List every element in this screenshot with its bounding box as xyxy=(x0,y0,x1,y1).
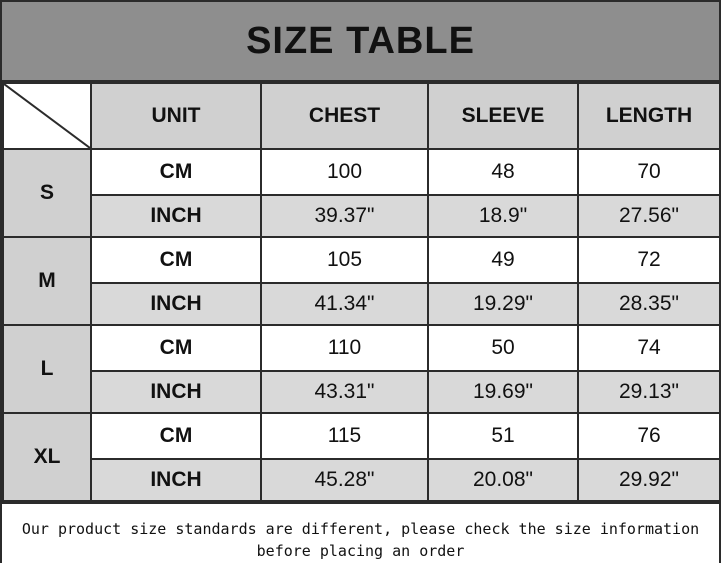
column-header-chest: CHEST xyxy=(261,83,428,149)
sleeve-value: 20.08" xyxy=(428,459,578,501)
chest-value: 105 xyxy=(261,237,428,283)
size-label-xl: XL xyxy=(3,413,91,501)
sleeve-value: 18.9" xyxy=(428,195,578,237)
unit-cell: INCH xyxy=(91,283,261,325)
length-value: 28.35" xyxy=(578,283,720,325)
unit-cell: CM xyxy=(91,325,261,371)
length-value: 70 xyxy=(578,149,720,195)
page-title: SIZE TABLE xyxy=(246,19,475,62)
unit-cell: INCH xyxy=(91,195,261,237)
chest-value: 110 xyxy=(261,325,428,371)
size-table xyxy=(2,82,721,502)
title-bar xyxy=(2,2,719,82)
size-label-m: M xyxy=(3,237,91,325)
chest-value: 100 xyxy=(261,149,428,195)
unit-cell: CM xyxy=(91,237,261,283)
size-label-s: S xyxy=(3,149,91,237)
chest-value: 39.37" xyxy=(261,195,428,237)
chest-value: 43.31" xyxy=(261,371,428,413)
unit-cell: INCH xyxy=(91,459,261,501)
length-value: 29.92" xyxy=(578,459,720,501)
note-line-1: Our product size standards are different, please check the size information xyxy=(21,519,700,538)
chest-value: 45.28" xyxy=(261,459,428,501)
table-header-row xyxy=(3,83,720,149)
table-row xyxy=(3,237,720,283)
sleeve-value: 49 xyxy=(428,237,578,283)
note-line-2: before placing an order xyxy=(256,541,465,560)
corner-diagonal-cell xyxy=(3,83,91,149)
column-header-length: LENGTH xyxy=(578,83,720,149)
length-value: 27.56" xyxy=(578,195,720,237)
chest-value: 41.34" xyxy=(261,283,428,325)
sleeve-value: 51 xyxy=(428,413,578,459)
table-row xyxy=(3,371,720,413)
length-value: 72 xyxy=(578,237,720,283)
table-row xyxy=(3,459,720,501)
sleeve-value: 48 xyxy=(428,149,578,195)
table-row xyxy=(3,283,720,325)
column-header-sleeve: SLEEVE xyxy=(428,83,578,149)
unit-cell: CM xyxy=(91,413,261,459)
note-bar xyxy=(2,502,719,563)
size-label-l: L xyxy=(3,325,91,413)
diagonal-line-icon xyxy=(4,84,90,148)
table-row xyxy=(3,195,720,237)
sleeve-value: 19.69" xyxy=(428,371,578,413)
sleeve-value: 19.29" xyxy=(428,283,578,325)
length-value: 76 xyxy=(578,413,720,459)
column-header-unit: UNIT xyxy=(91,83,261,149)
table-row xyxy=(3,413,720,459)
unit-cell: INCH xyxy=(91,371,261,413)
table-row xyxy=(3,325,720,371)
sleeve-value: 50 xyxy=(428,325,578,371)
length-value: 29.13" xyxy=(578,371,720,413)
length-value: 74 xyxy=(578,325,720,371)
table-row xyxy=(3,149,720,195)
chest-value: 115 xyxy=(261,413,428,459)
unit-cell: CM xyxy=(91,149,261,195)
